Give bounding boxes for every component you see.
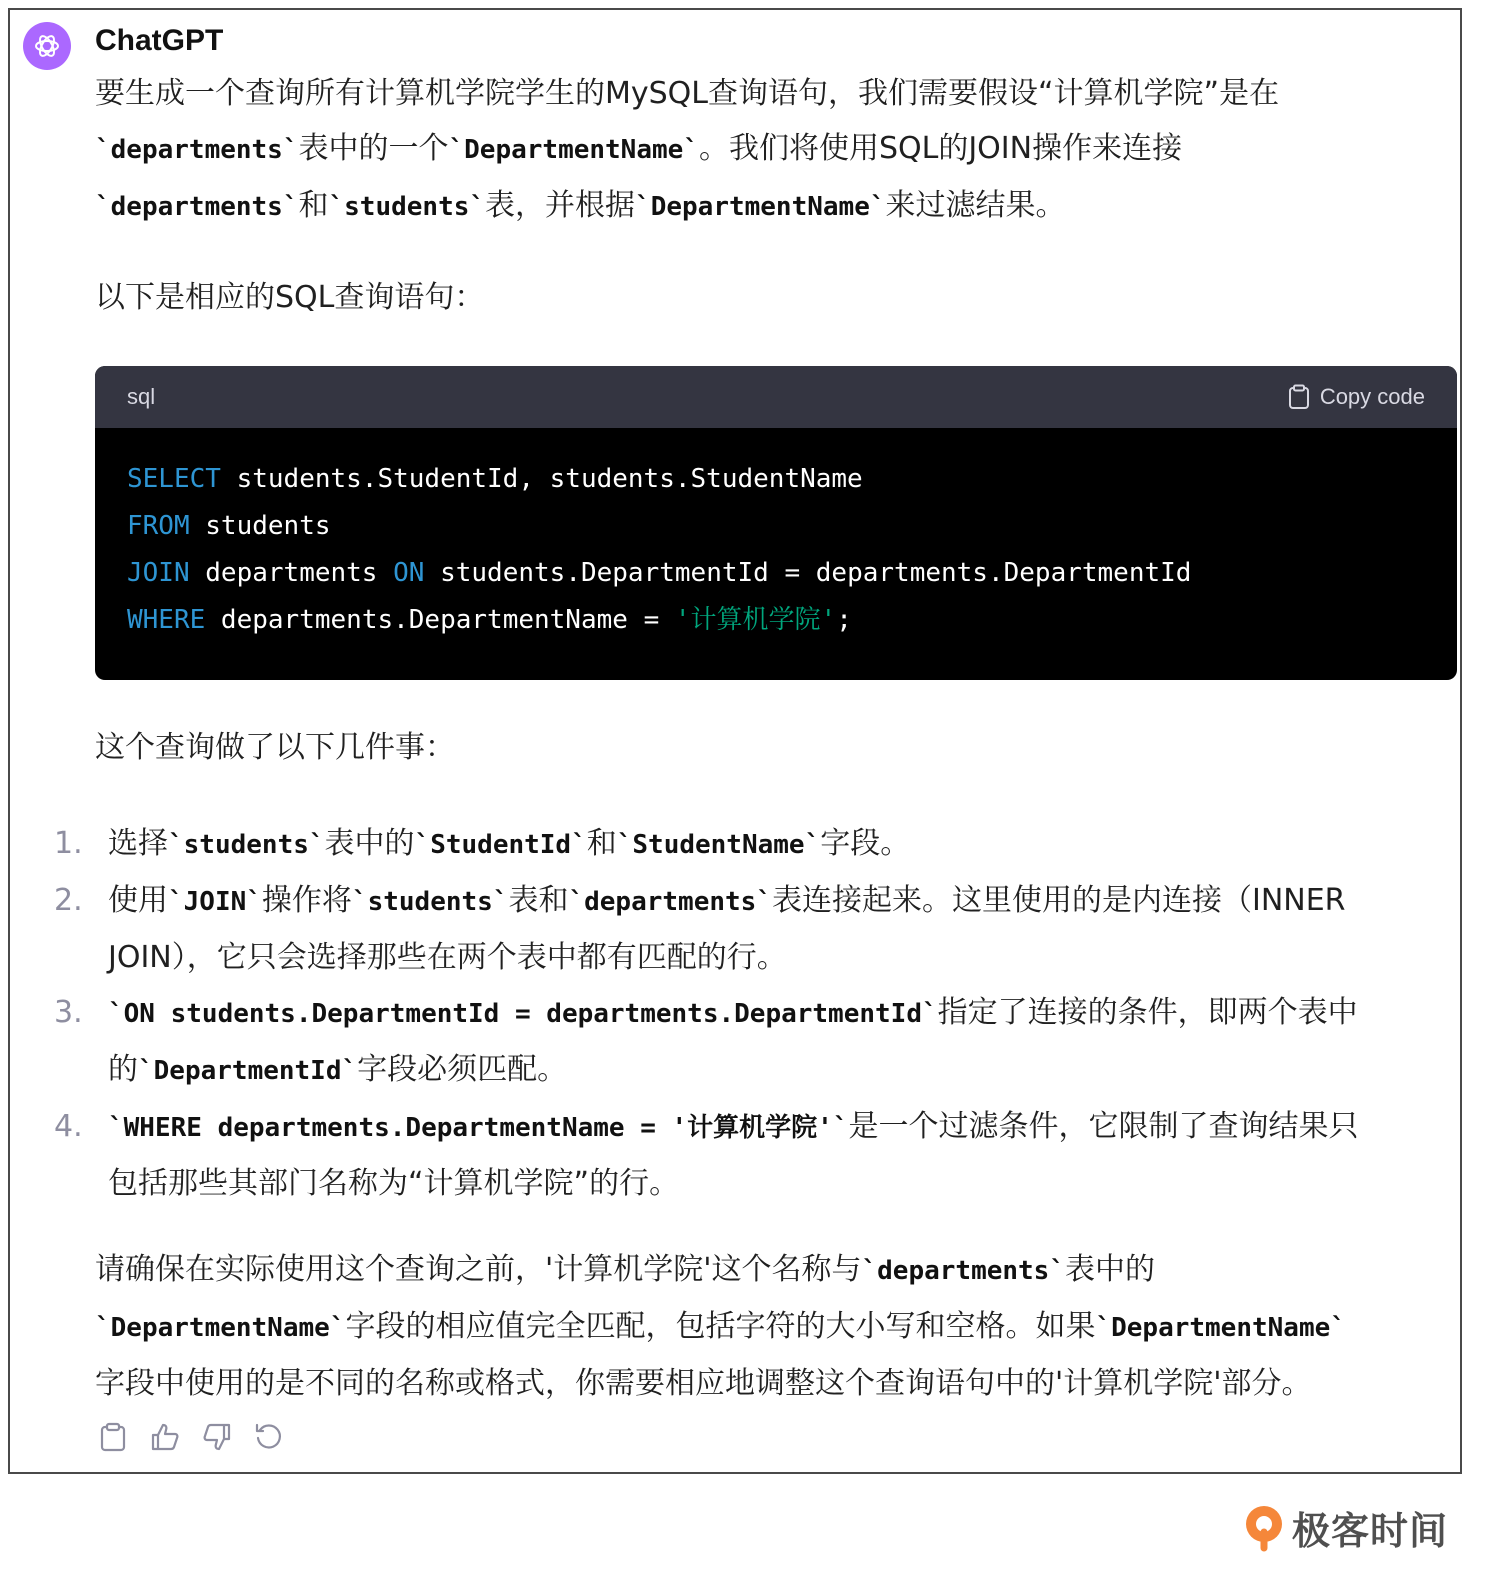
code-block xyxy=(95,366,1457,680)
code-text: students.StudentId, students.StudentName xyxy=(220,464,863,494)
geektime-watermark xyxy=(1242,1500,1448,1555)
text: 选择 xyxy=(108,826,168,861)
steps-list-wrapper xyxy=(54,816,1446,1211)
text: 和 xyxy=(586,826,617,861)
geektime-logo-icon xyxy=(1242,1504,1286,1552)
text: 包括那些其部门名称为“计算机学院”的行。 xyxy=(108,1166,680,1201)
refresh-icon xyxy=(254,1422,284,1452)
inline-code: `students` xyxy=(168,830,325,860)
text: 表中的 xyxy=(324,826,415,861)
thumbs-up-icon xyxy=(150,1422,180,1452)
openai-logo-icon xyxy=(31,30,63,62)
text: 。我们将使用SQL的JOIN操作来连接 xyxy=(698,131,1183,166)
code-text: students xyxy=(189,511,331,541)
closing-line-1 xyxy=(95,1242,1445,1299)
regenerate-button[interactable] xyxy=(252,1420,286,1454)
list-item xyxy=(54,816,1446,873)
code-line xyxy=(127,456,1425,503)
text: 请确保在实际使用这个查询之前，'计算机学院'这个名称与 xyxy=(95,1252,862,1287)
text: 操作将 xyxy=(261,883,352,918)
list-item xyxy=(54,1099,1446,1211)
sql-keyword: FROM xyxy=(127,511,190,541)
code-language-label: sql xyxy=(127,384,156,409)
code-block-header xyxy=(95,366,1457,428)
inline-code: `DepartmentName` xyxy=(448,135,699,165)
inline-code: `departments` xyxy=(95,192,299,222)
inline-code: `DepartmentName` xyxy=(95,1313,346,1343)
text: 指定了连接的条件，即两个表中 xyxy=(937,995,1358,1030)
inline-code: `WHERE departments.DepartmentName = '计算机学院'` xyxy=(108,1113,849,1143)
inline-code: `StudentName` xyxy=(616,830,821,860)
message-intro xyxy=(95,66,1445,235)
inline-code: `departments` xyxy=(861,1256,1065,1286)
text: 表中的一个 xyxy=(298,131,449,166)
text: 表和 xyxy=(508,883,569,918)
text: 表，并根据 xyxy=(485,188,636,223)
sql-keyword: ON xyxy=(393,558,425,588)
code-text: departments.DepartmentName = xyxy=(205,605,675,635)
list-item xyxy=(54,985,1446,1099)
code-line xyxy=(127,597,1425,644)
code-lead-text: 以下是相应的SQL查询语句： xyxy=(95,280,485,315)
text: 使用 xyxy=(108,883,168,918)
clipboard-icon xyxy=(100,1422,126,1452)
code-line xyxy=(127,503,1425,550)
list-number: 3. xyxy=(54,995,83,1030)
closing-line-2 xyxy=(95,1299,1445,1356)
watermark-text: 极客时间 xyxy=(1291,1509,1448,1553)
text: JOIN），它只会选择那些在两个表中都有匹配的行。 xyxy=(108,940,787,975)
sql-keyword: JOIN xyxy=(127,558,190,588)
text: 表连接起来。这里使用的是内连接（INNER xyxy=(771,883,1346,918)
thumbs-down-button[interactable] xyxy=(200,1420,234,1454)
text: 来过滤结果。 xyxy=(885,188,1066,223)
copy-code-button[interactable] xyxy=(1288,384,1425,410)
text: 表中的 xyxy=(1065,1252,1155,1287)
list-number: 2. xyxy=(54,883,83,918)
text: 字段的相应值完全匹配，包括字符的大小写和空格。如果 xyxy=(345,1309,1096,1344)
closing-paragraph xyxy=(95,1242,1445,1411)
text: 和 xyxy=(298,188,329,223)
code-content xyxy=(95,428,1457,672)
inline-code: `DepartmentName` xyxy=(635,192,886,222)
code-text: departments xyxy=(189,558,394,588)
code-text: ; xyxy=(836,605,852,635)
sender-name: ChatGPT xyxy=(95,24,224,57)
intro-line-3 xyxy=(95,178,1445,235)
inline-code: `DepartmentName` xyxy=(1095,1313,1346,1343)
inline-code: `departments` xyxy=(568,887,772,917)
message-actions xyxy=(96,1420,286,1454)
chatgpt-avatar xyxy=(23,22,71,70)
inline-code: `departments` xyxy=(95,135,299,165)
inline-code: `ON students.DepartmentId = departments.DepartmentId` xyxy=(108,999,938,1029)
text: 是一个过滤条件，它限制了查询结果只 xyxy=(848,1109,1359,1144)
clipboard-icon xyxy=(1288,384,1310,410)
inline-code: `students` xyxy=(328,192,486,222)
inline-code: `DepartmentId` xyxy=(138,1056,358,1086)
closing-line-3: 字段中使用的是不同的名称或格式，你需要相应地调整这个查询语句中的'计算机学院'部分。 xyxy=(95,1366,1312,1401)
copy-code-label: Copy code xyxy=(1319,384,1425,409)
intro-line-2 xyxy=(95,121,1445,178)
list-item xyxy=(54,873,1446,985)
code-text: students.DepartmentId = departments.DepartmentId xyxy=(424,558,1192,588)
text: 字段。 xyxy=(820,826,911,861)
inline-code: `students` xyxy=(351,887,509,917)
thumbs-up-button[interactable] xyxy=(148,1420,182,1454)
text: 的 xyxy=(108,1052,138,1087)
code-line xyxy=(127,550,1425,597)
intro-line-1: 要生成一个查询所有计算机学院学生的MySQL查询语句，我们需要假设“计算机学院”是在 xyxy=(95,76,1280,111)
sql-keyword: SELECT xyxy=(127,464,221,494)
thumbs-down-icon xyxy=(202,1422,232,1452)
sql-keyword: WHERE xyxy=(127,605,206,635)
copy-message-button[interactable] xyxy=(96,1420,130,1454)
list-number: 1. xyxy=(54,826,83,861)
inline-code: `StudentId` xyxy=(414,830,587,860)
list-number: 4. xyxy=(54,1109,83,1144)
steps-intro: 这个查询做了以下几件事： xyxy=(95,730,455,765)
inline-code: `JOIN` xyxy=(168,887,262,917)
steps-list xyxy=(54,816,1446,1211)
sql-string: '计算机学院' xyxy=(674,605,837,635)
text: 字段必须匹配。 xyxy=(357,1052,568,1087)
